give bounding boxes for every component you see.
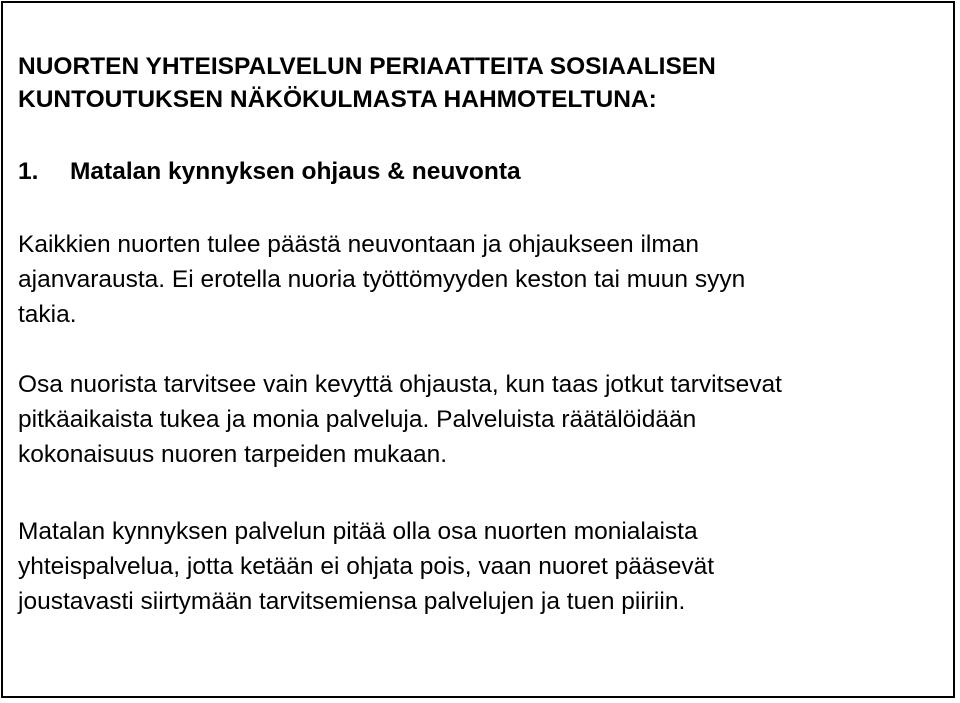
- paragraph-1: [18, 227, 948, 332]
- page-title: [18, 50, 938, 116]
- paragraph-line: joustavasti siirtymään tarvitsemiensa palvelujen ja tuen piiriin.: [18, 588, 686, 615]
- paragraph-line: ajanvarausta. Ei erotella nuoria työttömyyden keston tai muun syyn: [18, 266, 746, 293]
- paragraph-line: Osa nuorista tarvitsee vain kevyttä ohjausta, kun taas jotkut tarvitsevat: [18, 371, 782, 398]
- section-number: 1.: [18, 158, 39, 185]
- paragraph-line: pitkäaikaista tukea ja monia palveluja. Palveluista räätälöidään: [18, 406, 697, 433]
- page-title-line-2: KUNTOUTUKSEN NÄKÖKULMASTA HAHMOTELTUNA:: [18, 86, 657, 113]
- slide-frame: [1, 1, 955, 698]
- section-title-text: Matalan kynnyksen ohjaus & neuvonta: [70, 158, 521, 185]
- paragraph-2: [18, 367, 948, 472]
- page-title-line-1: NUORTEN YHTEISPALVELUN PERIAATTEITA SOSIAALISEN: [18, 53, 716, 80]
- paragraph-line: yhteispalvelua, jotta ketään ei ohjata pois, vaan nuoret pääsevät: [18, 553, 715, 580]
- paragraph-3: [18, 514, 948, 619]
- paragraph-line: Kaikkien nuorten tulee päästä neuvontaan ja ohjaukseen ilman: [18, 231, 700, 258]
- paragraph-line: Matalan kynnyksen palvelun pitää olla osa nuorten monialaista: [18, 518, 698, 545]
- paragraph-line: kokonaisuus nuoren tarpeiden mukaan.: [18, 441, 448, 468]
- section-title: [18, 157, 521, 187]
- paragraph-line: takia.: [18, 301, 77, 328]
